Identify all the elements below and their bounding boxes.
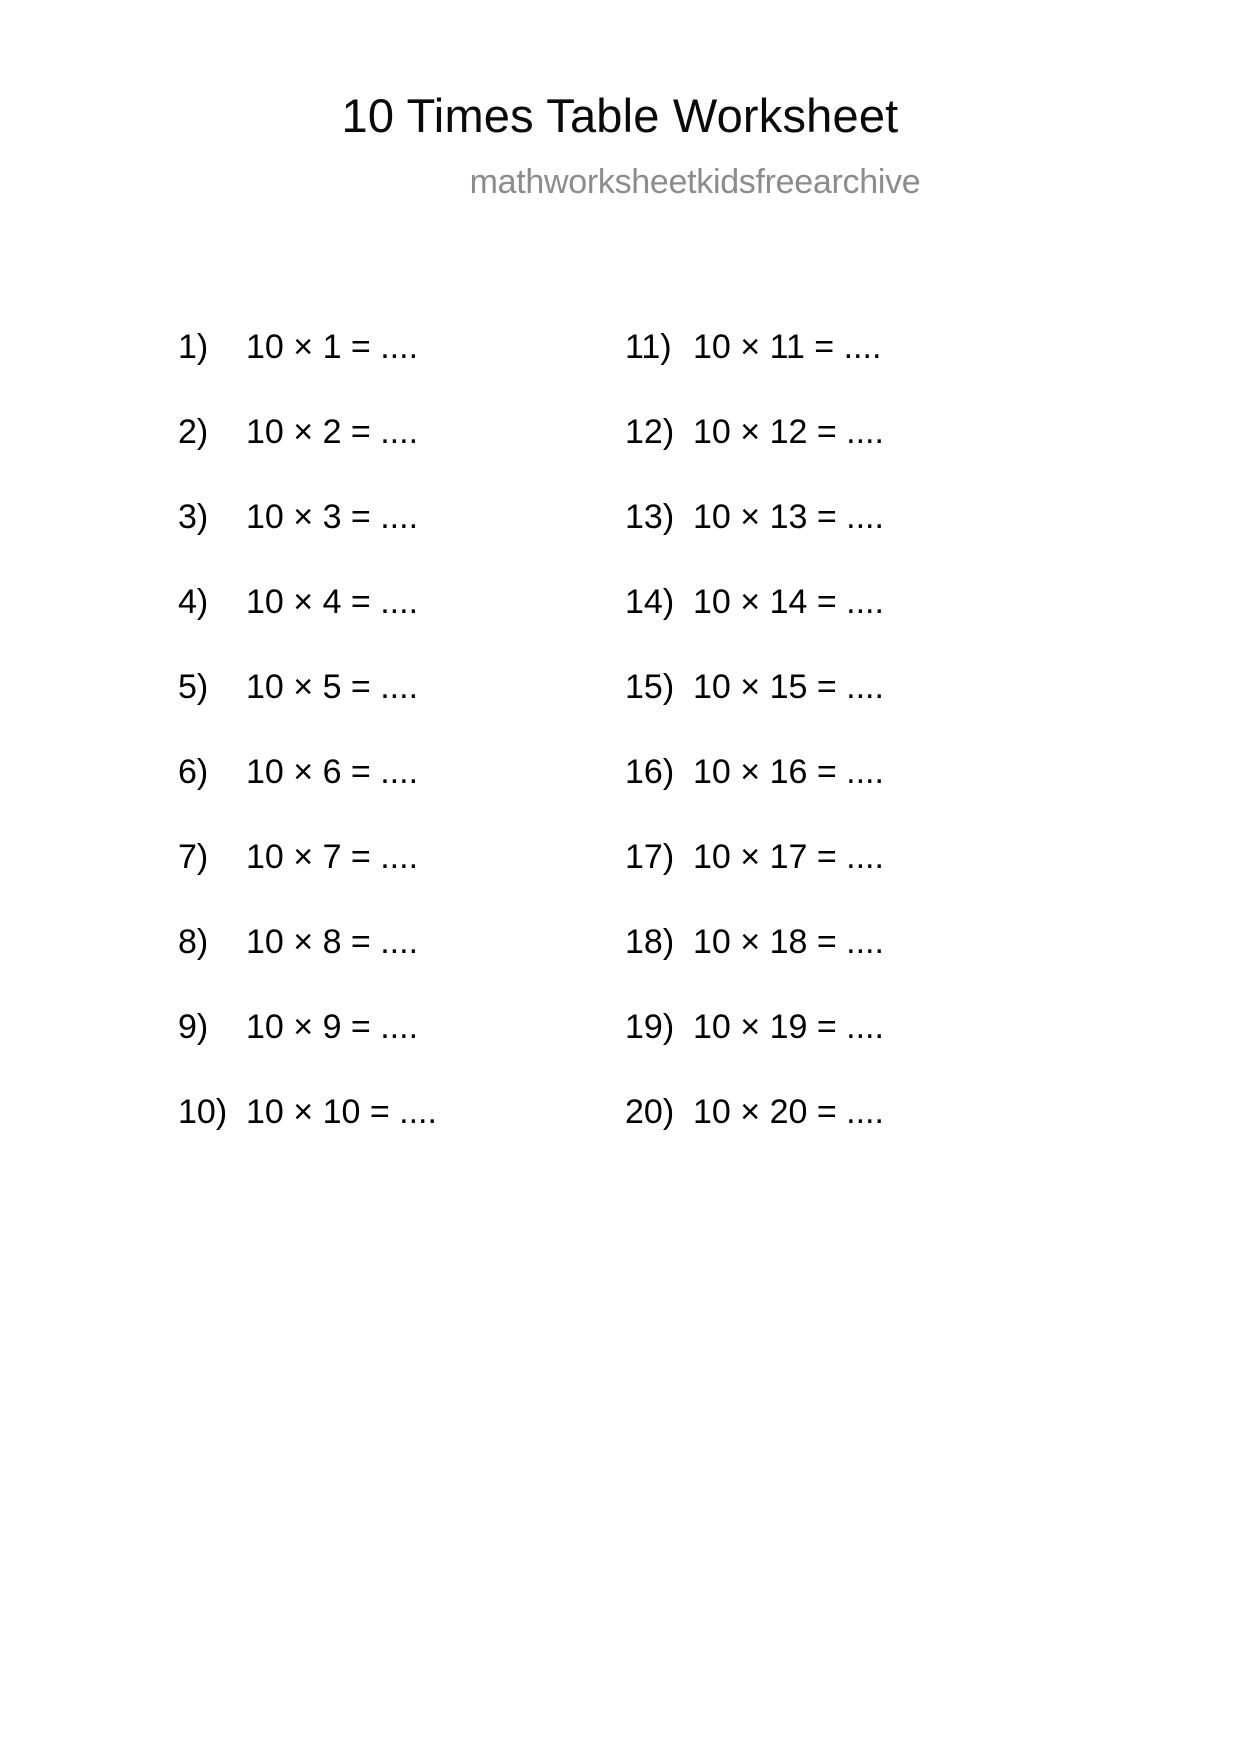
- problem-row: [178, 985, 598, 1070]
- problem-expression: 10 × 3 = ....: [246, 498, 419, 536]
- problem-column-right: [625, 305, 1045, 1155]
- problem-expression: 10 × 5 = ....: [246, 668, 419, 706]
- problem-row: [178, 305, 598, 390]
- problem-expression: 10 × 11 = ....: [693, 328, 882, 366]
- problem-number: 6): [178, 753, 209, 791]
- problem-number: 17): [625, 838, 675, 876]
- problem-row: [178, 815, 598, 900]
- problem-number: 10): [178, 1093, 228, 1131]
- page-subtitle: mathworksheetkidsfreearchive: [469, 163, 921, 201]
- problem-number: 19): [625, 1008, 675, 1046]
- problem-number: 3): [178, 498, 209, 536]
- problem-number: 18): [625, 923, 675, 961]
- problem-row: [178, 900, 598, 985]
- problem-row: [625, 560, 1045, 645]
- problem-row: [625, 390, 1045, 475]
- problem-number: 7): [178, 838, 209, 876]
- problem-number: 15): [625, 668, 675, 706]
- problem-expression: 10 × 17 = ....: [693, 838, 884, 876]
- problem-expression: 10 × 15 = ....: [693, 668, 884, 706]
- problem-row: [625, 900, 1045, 985]
- problem-row: [178, 1070, 598, 1155]
- problem-expression: 10 × 16 = ....: [693, 753, 884, 791]
- page-title: 10 Times Table Worksheet: [341, 89, 899, 142]
- problem-expression: 10 × 18 = ....: [693, 923, 884, 961]
- problem-row: [625, 475, 1045, 560]
- problem-expression: 10 × 12 = ....: [693, 413, 884, 451]
- problem-number: 20): [625, 1093, 675, 1131]
- problem-row: [625, 1070, 1045, 1155]
- problem-expression: 10 × 19 = ....: [693, 1008, 884, 1046]
- problem-number: 8): [178, 923, 209, 961]
- problem-expression: 10 × 4 = ....: [246, 583, 419, 621]
- problem-row: [625, 305, 1045, 390]
- problem-number: 14): [625, 583, 675, 621]
- problem-number: 9): [178, 1008, 209, 1046]
- problem-number: 11): [625, 328, 672, 366]
- problem-column-left: [178, 305, 598, 1155]
- problem-row: [178, 390, 598, 475]
- problem-expression: 10 × 14 = ....: [693, 583, 884, 621]
- problem-number: 12): [625, 413, 675, 451]
- problem-row: [625, 985, 1045, 1070]
- problem-row: [178, 645, 598, 730]
- problem-row: [625, 645, 1045, 730]
- problem-number: 1): [178, 328, 209, 366]
- problem-expression: 10 × 10 = ....: [246, 1093, 437, 1131]
- problem-expression: 10 × 20 = ....: [693, 1093, 884, 1131]
- problem-expression: 10 × 9 = ....: [246, 1008, 419, 1046]
- problem-expression: 10 × 13 = ....: [693, 498, 884, 536]
- problem-number: 5): [178, 668, 209, 706]
- problem-expression: 10 × 7 = ....: [246, 838, 419, 876]
- problems-area: [0, 305, 1240, 1145]
- problem-number: 2): [178, 413, 209, 451]
- problem-expression: 10 × 8 = ....: [246, 923, 419, 961]
- problem-expression: 10 × 6 = ....: [246, 753, 419, 791]
- problem-number: 16): [625, 753, 675, 791]
- problem-row: [178, 730, 598, 815]
- problem-row: [178, 560, 598, 645]
- problem-number: 4): [178, 583, 209, 621]
- problem-expression: 10 × 2 = ....: [246, 413, 419, 451]
- problem-row: [178, 475, 598, 560]
- problem-row: [625, 815, 1045, 900]
- problem-number: 13): [625, 498, 675, 536]
- problem-expression: 10 × 1 = ....: [246, 328, 419, 366]
- problem-row: [625, 730, 1045, 815]
